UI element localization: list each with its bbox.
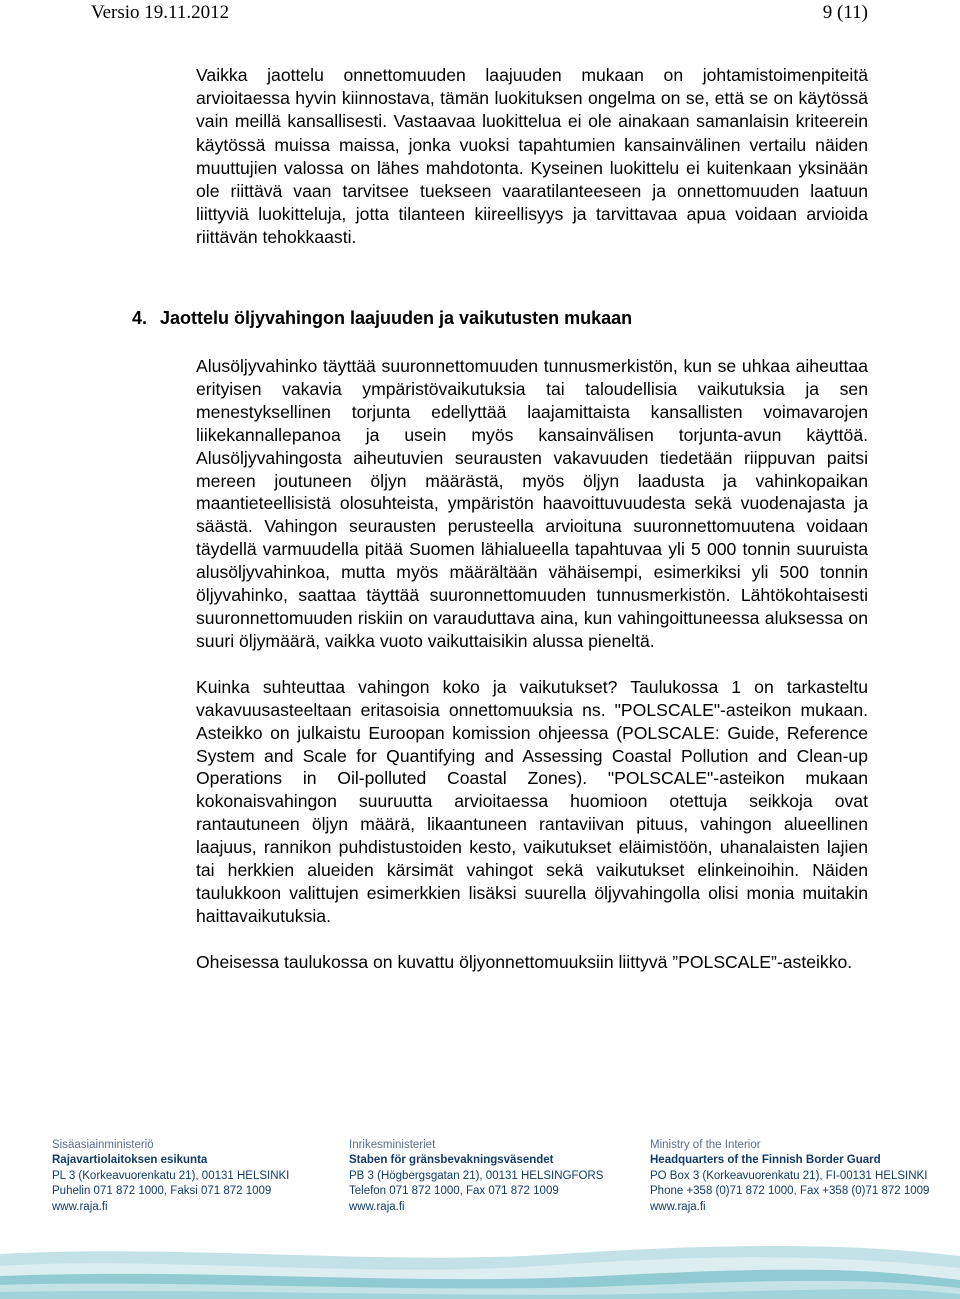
body-paragraph-1: Alusöljyvahinko täyttää suuronnettomuuden tunnusmerkistön, kun se uhkaa aiheuttaa erityisen vakavia ympäristövaikutuksia tai taloudellisia vaikutuksia ja sen menestyksellinen torjunta edellyttää laajamittaista kansallisten voimavarojen liikekannallepanoa ja usein myös kansainvälisen torjunta-avun käyttöä. Alusöljyvahingosta aiheutuvien seurausten vakavuuden tiedetään riippuvan paitsi mereen joutuneen öljyn määrästä, myös öljyn laadusta ja vahinkopaikan maantieteellisistä olosuhteista, ympäristön haavoittuvuudesta sekä vuodenajasta ja säästä. Vahingon seurausten perusteella arvioituna suuronnettomuutena voidaan täydellä varmuudella pitää Suomen lähialueella tapahtuvaa yli 5 000 tonnin suuruista alusöljyvahinkoa, mutta myös määrältään vähäisempi, esimerkiksi yli 500 tonnin öljyvahinko, saattaa täyttää suuronnettomuuden tunnusmerkistön. Lähtökohtaisesti suuronnettomuuden riskiin on varauduttava aina, kun vahingoittuneessa aluksessa on suuri öljymäärä, vaikka vuoto vaikuttaisikin alussa pieneltä.	[196, 356, 868, 651]
footer-phone: Phone +358 (0)71 872 1000, Fax +358 (0)71 872 1009	[650, 1185, 930, 1198]
footer-phone: Puhelin 071 872 1000, Faksi 071 872 1009	[52, 1185, 272, 1198]
footer-column-finnish	[52, 1138, 289, 1215]
footer-unit: Rajavartiolaitoksen esikunta	[52, 1154, 208, 1167]
footer-phone: Telefon 071 872 1000, Fax 071 872 1009	[349, 1185, 559, 1198]
page-header	[0, 0, 960, 30]
footer-org: Ministry of the Interior	[650, 1139, 761, 1151]
body-paragraph-3: Oheisessa taulukossa on kuvattu öljyonnettomuuksiin liittyvä ”POLSCALE”-asteikko.	[196, 951, 853, 972]
footer-web-link[interactable]: www.raja.fi	[349, 1200, 405, 1213]
section-number: 4.	[132, 308, 148, 328]
footer-address: PO Box 3 (Korkeavuorenkatu 21), FI-00131 HELSINKI	[650, 1169, 928, 1182]
footer-org: Sisäasiainministeriö	[52, 1139, 154, 1151]
body-paragraph-2: Kuinka suhteuttaa vahingon koko ja vaikutukset? Taulukossa 1 on tarkasteltu vakavuusasteeltaan eritasoisia onnettomuuksia ns. "POLSCALE"-asteikon mukaan. Asteikko on julkaistu Euroopan komission ohjeessa (POLSCALE: Guide, Reference System and Scale for Quantifying and Assessing Coastal Pollution and Clean-up Operations in Oil-polluted Coastal Zones). "POLSCALE"-asteikon mukaan kokonaisvahingon suuruutta arvioitaessa huomioon otettuja seikkoja ovat rantautuneen öljyn määrä, likaantuneen rantaviivan pituus, vahingon alueellinen laajuus, rannikon puhdistustoiden kesto, vaikutukset eläimistöön, uhanalaisten lajien tai herkkien alueiden kärsimät vahingot sekä vaikutukset elinkeinoihin. Näiden taulukkoon valittujen esimerkkien lisäksi suurella öljyvahingolla olisi monia muitakin haittavaikutuksia.	[196, 676, 868, 926]
footer-web-link[interactable]: www.raja.fi	[650, 1200, 706, 1213]
footer-decorative-band	[0, 1244, 960, 1299]
intro-section	[196, 64, 868, 250]
footer-unit: Staben för gränsbevakningsväsendet	[349, 1154, 554, 1167]
page-number: 9 (11)	[822, 2, 868, 23]
document-version: Versio 19.11.2012	[91, 2, 230, 23]
section-body	[196, 355, 868, 997]
footer-web-link[interactable]: www.raja.fi	[52, 1200, 108, 1213]
footer-address: PB 3 (Högbergsgatan 21), 00131 HELSINGFORS	[349, 1169, 604, 1182]
footer-unit: Headquarters of the Finnish Border Guard	[650, 1154, 881, 1167]
section-title: Jaottelu öljyvahingon laajuuden ja vaikutusten mukaan	[160, 308, 633, 328]
footer-column-english	[650, 1138, 929, 1215]
section-heading	[132, 306, 632, 330]
footer-address: PL 3 (Korkeavuorenkatu 21), 00131 HELSINKI	[52, 1169, 290, 1182]
footer-column-swedish	[349, 1138, 603, 1215]
intro-paragraph: Vaikka jaottelu onnettomuuden laajuuden mukaan on johtamistoimenpiteitä arvioitaessa hyvin kiinnostava, tämän luokituksen ongelma on se, että se on käytössä vain meillä kansallisesti. Vastaavaa luokittelua ei ole ainakaan samanlaisin kriteerein käytössä muissa maissa, jonka vuoksi tapahtumien kansainvälinen vertailu näiden muuttujien valossa on lähes mahdotonta. Kyseinen luokittelu ei kuitenkaan yksinään ole riittävä vaan tarvitsee tuekseen vaaratilanteeseen ja onnettomuuden laatuun liittyviä luokitteluja, jotta tilanteen kiireellisyys ja tarvittavaa apua voidaan arvioida riittävän tehokkaasti.	[196, 65, 868, 248]
footer-org: Inrikesministeriet	[349, 1139, 436, 1151]
